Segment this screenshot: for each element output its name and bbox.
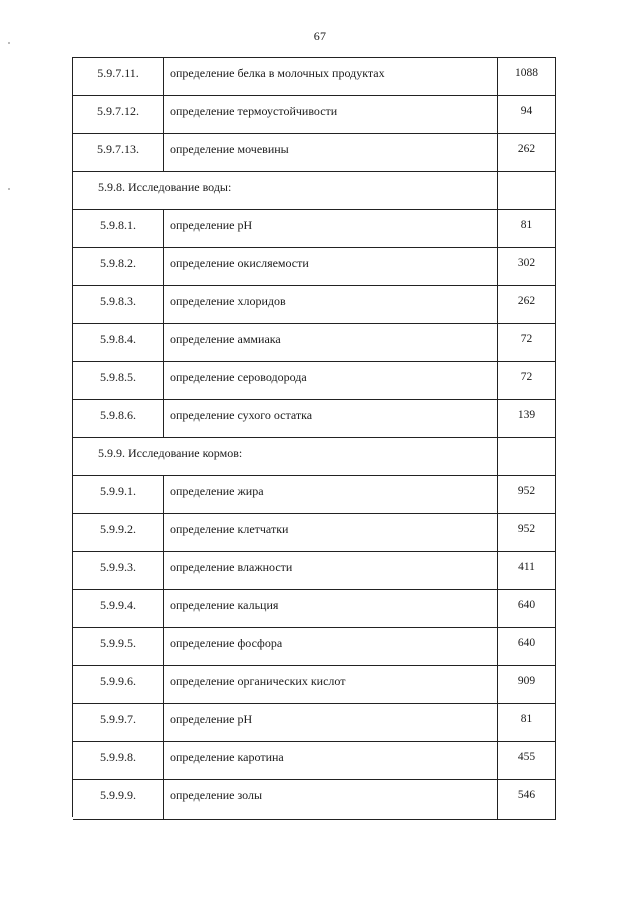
table-row — [73, 96, 556, 134]
item-price: 262 — [498, 134, 556, 171]
section-title: 5.9.9. Исследование кормов: — [73, 438, 498, 475]
item-code: 5.9.8.4. — [73, 324, 164, 361]
scan-mark — [8, 188, 10, 190]
table-row — [73, 742, 556, 780]
item-code: 5.9.8.1. — [73, 210, 164, 247]
item-name: определение сухого остатка — [164, 400, 498, 437]
item-name: определение хлоридов — [164, 286, 498, 323]
table-row — [73, 286, 556, 324]
item-name: определение pH — [164, 704, 498, 741]
item-code: 5.9.7.11. — [73, 58, 164, 95]
item-price: 952 — [498, 514, 556, 551]
item-code: 5.9.9.4. — [73, 590, 164, 627]
table-row — [73, 704, 556, 742]
item-price: 455 — [498, 742, 556, 779]
item-name: определение клетчатки — [164, 514, 498, 551]
item-price: 1088 — [498, 58, 556, 95]
table-row — [73, 58, 556, 96]
item-price: 640 — [498, 628, 556, 665]
item-code: 5.9.8.2. — [73, 248, 164, 285]
item-name: определение окисляемости — [164, 248, 498, 285]
item-name: определение аммиака — [164, 324, 498, 361]
item-price: 94 — [498, 96, 556, 133]
section-price — [498, 172, 556, 209]
table-row — [73, 324, 556, 362]
item-name: определение золы — [164, 780, 498, 819]
item-price: 81 — [498, 704, 556, 741]
item-price: 640 — [498, 590, 556, 627]
page-number: 67 — [313, 29, 327, 43]
item-code: 5.9.9.9. — [73, 780, 164, 819]
table-row — [73, 134, 556, 172]
item-code: 5.9.9.3. — [73, 552, 164, 589]
item-code: 5.9.7.13. — [73, 134, 164, 171]
item-code: 5.9.9.1. — [73, 476, 164, 513]
item-name: определение термоустойчивости — [164, 96, 498, 133]
item-name: определение кальция — [164, 590, 498, 627]
table-row — [73, 476, 556, 514]
item-price: 72 — [498, 324, 556, 361]
item-name: определение белка в молочных продуктах — [164, 58, 498, 95]
table-row — [73, 628, 556, 666]
table-row — [73, 552, 556, 590]
item-price: 546 — [498, 780, 556, 819]
item-code: 5.9.9.5. — [73, 628, 164, 665]
item-name: определение каротина — [164, 742, 498, 779]
table-row — [73, 666, 556, 704]
table-row — [73, 210, 556, 248]
item-code: 5.9.9.2. — [73, 514, 164, 551]
item-name: определение pH — [164, 210, 498, 247]
item-price: 952 — [498, 476, 556, 513]
item-code: 5.9.9.7. — [73, 704, 164, 741]
item-price: 302 — [498, 248, 556, 285]
item-price: 72 — [498, 362, 556, 399]
item-price: 411 — [498, 552, 556, 589]
item-name: определение влажности — [164, 552, 498, 589]
item-code: 5.9.7.12. — [73, 96, 164, 133]
section-title: 5.9.8. Исследование воды: — [73, 172, 498, 209]
table-row — [73, 780, 556, 820]
item-code: 5.9.8.5. — [73, 362, 164, 399]
item-price: 262 — [498, 286, 556, 323]
item-code: 5.9.9.8. — [73, 742, 164, 779]
item-price: 909 — [498, 666, 556, 703]
table-row — [73, 590, 556, 628]
table-row — [73, 514, 556, 552]
item-code: 5.9.8.6. — [73, 400, 164, 437]
item-name: определение фосфора — [164, 628, 498, 665]
section-row — [73, 172, 556, 210]
item-price: 81 — [498, 210, 556, 247]
item-code: 5.9.9.6. — [73, 666, 164, 703]
item-code: 5.9.8.3. — [73, 286, 164, 323]
section-price — [498, 438, 556, 475]
scan-mark — [8, 42, 10, 44]
item-name: определение жира — [164, 476, 498, 513]
price-table — [72, 57, 556, 817]
item-price: 139 — [498, 400, 556, 437]
item-name: определение сероводорода — [164, 362, 498, 399]
item-name: определение органических кислот — [164, 666, 498, 703]
item-name: определение мочевины — [164, 134, 498, 171]
table-row — [73, 248, 556, 286]
table-row — [73, 400, 556, 438]
table-row — [73, 362, 556, 400]
section-row — [73, 438, 556, 476]
